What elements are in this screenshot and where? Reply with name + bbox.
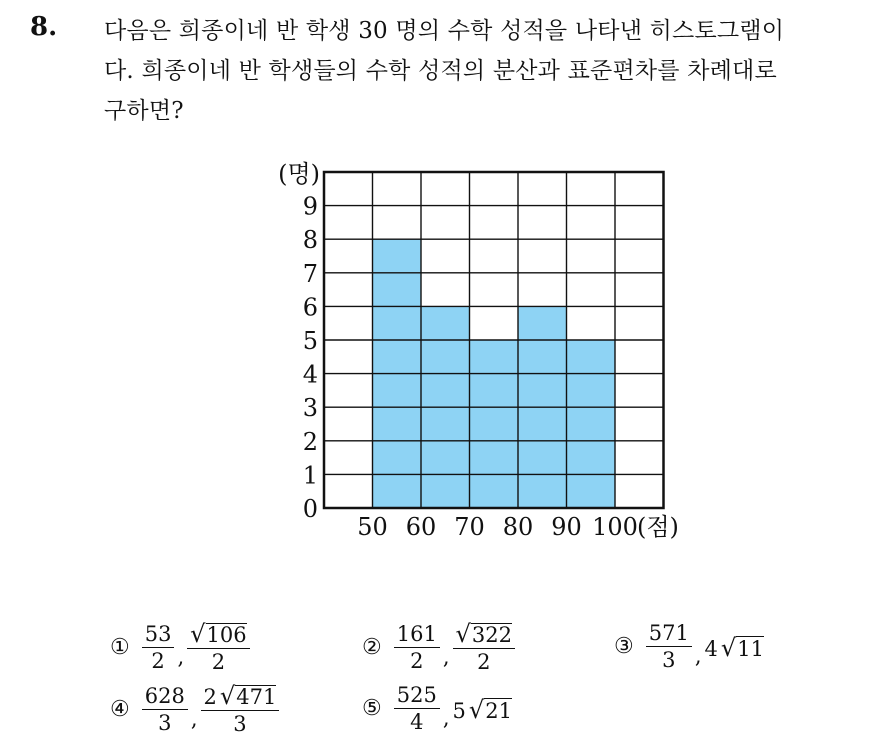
histogram-chart — [250, 150, 710, 550]
y-axis-label: (명) — [278, 160, 320, 188]
x-tick-label: 90 — [551, 513, 582, 541]
choice-2-marker: ② — [362, 635, 382, 661]
x-axis-label: (점) — [637, 513, 679, 541]
y-tick-label: 9 — [302, 192, 318, 221]
choice-5-variance: $\frac{525}{4}$ — [394, 684, 440, 733]
y-tick-label: 7 — [302, 259, 318, 288]
choice-3-variance: $\frac{571}{3}$ — [646, 622, 692, 671]
choice-2-variance: $\frac{161}{2}$ — [394, 623, 440, 672]
choice-4-variance: $\frac{628}{3}$ — [142, 685, 188, 734]
question-text-line-3: 구하면? — [104, 98, 184, 124]
x-tick-label: 60 — [405, 513, 437, 541]
y-tick-label: 3 — [302, 394, 318, 423]
choice-2[interactable]: ② $\frac{161}{2}$ , √ 322 2 — [362, 622, 515, 673]
choice-3[interactable]: ③ $\frac{571}{3}$ , 4 √ 11 — [614, 621, 765, 673]
choice-4-marker: ④ — [110, 697, 130, 723]
choice-5[interactable]: ⑤ $\frac{525}{4}$ , 5 √ 21 — [362, 683, 513, 735]
choice-1-std-dev: √ 106 2 — [187, 622, 249, 673]
question-number: 8. — [30, 12, 58, 42]
histogram-bar — [470, 340, 519, 508]
y-tick-label: 0 — [302, 495, 318, 523]
x-tick-label: 70 — [454, 513, 485, 541]
y-tick-label: 8 — [302, 226, 318, 255]
y-tick-label: 2 — [302, 427, 318, 456]
choice-4-std-dev: 2 √ 471 3 — [201, 684, 280, 735]
choice-4[interactable]: ④ $\frac{628}{3}$ , 2 √ 471 3 — [110, 684, 279, 735]
choice-1-marker: ① — [110, 635, 130, 661]
histogram-bar — [567, 340, 616, 508]
y-tick-label: 1 — [302, 461, 318, 490]
question-text-line-2: 다. 희종이네 반 학생들의 수학 성적의 분산과 표준편차를 차례대로 — [104, 58, 777, 84]
y-tick-label: 6 — [302, 293, 318, 322]
choice-3-std-dev: 4 √ 11 — [704, 634, 765, 663]
y-tick-label: 5 — [302, 327, 318, 355]
x-tick-label: 50 — [357, 513, 388, 541]
y-tick-label: 4 — [302, 360, 318, 389]
choice-3-marker: ③ — [614, 634, 634, 660]
choice-5-std-dev: 5 √ 21 — [452, 696, 513, 725]
choice-5-marker: ⑤ — [362, 696, 382, 722]
x-tick-label: 100 — [592, 513, 638, 541]
x-tick-label: 80 — [502, 513, 534, 541]
choice-2-std-dev: √ 322 2 — [453, 622, 515, 673]
choice-1[interactable]: ① $\frac{53}{2}$ , √ 106 2 — [110, 622, 250, 673]
choice-1-variance: $\frac{53}{2}$ — [142, 623, 175, 672]
question-text-line-1: 다음은 희종이네 반 학생 30 명의 수학 성적을 나타낸 히스토그램이 — [104, 18, 785, 44]
